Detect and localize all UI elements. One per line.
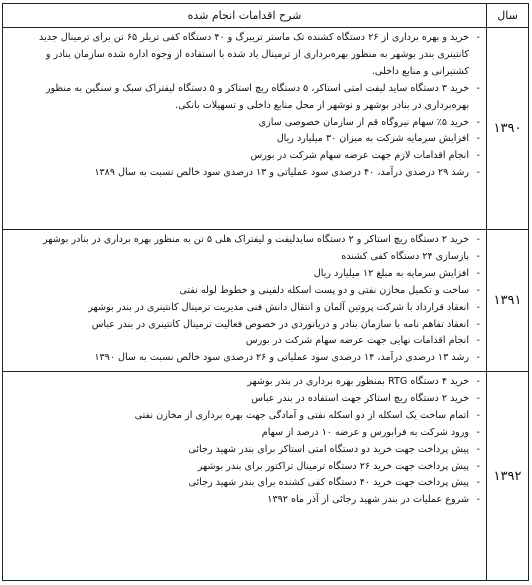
year-label: ۱۳۹۰ bbox=[493, 121, 522, 136]
row-1391-year bbox=[487, 230, 528, 372]
list-item: - خرید ۵٪ سهام نیروگاه قم از سازمان خصوصی سازی bbox=[7, 115, 480, 132]
header-description bbox=[3, 4, 487, 28]
year-label: ۱۳۹۱ bbox=[493, 293, 522, 308]
header-year-label: سال bbox=[497, 9, 518, 22]
list-item: - اتمام ساخت یک اسکله از دو اسکله نفتی و آمادگی جهت بهره برداری از مخازن نفتی bbox=[7, 408, 480, 425]
list-item: - انجام اقدامات لازم جهت عرضه سهام شرکت در بورس bbox=[7, 148, 480, 165]
row-1390-description bbox=[3, 28, 487, 230]
list-item: - انعقاد تفاهم نامه با سازمان بنادر و دریانوردی در خصوص فعالیت ترمینال کانتینری در بندر عباس bbox=[7, 317, 480, 334]
list-item: - بازسازی ۲۴ دستگاه کفی کشنده bbox=[7, 249, 480, 266]
list-item: - خرید ۲ دستگاه ریچ استاکر و ۲ دستگاه سایدلیفت و لیفتراک هلی ۵ تن به منظور بهره برداری در بنادر بوشهر bbox=[7, 232, 480, 249]
list-item: - انعقاد قرارداد با شرکت پروتین آلمان و انتقال دانش فنی مدیریت ترمینال کانتینری در بندر بوشهر bbox=[7, 300, 480, 317]
list-item: - رشد ۱۳ درصدی درآمد، ۱۴ درصدی سود عملیاتی و ۲۶ درصدی سود خالص نسبت به سال ۱۳۹۰ bbox=[7, 350, 480, 367]
list-item: - پیش پرداخت جهت خرید ۲۶ دستگاه ترمینال تراکتور برای بندر بوشهر bbox=[7, 459, 480, 476]
header-description-label: شرح اقدامات انجام شده bbox=[187, 9, 302, 22]
row-1392-year bbox=[487, 372, 528, 580]
list-item: - شروع عملیات در بندر شهید رجائی از آذر ماه ۱۳۹۲ bbox=[7, 492, 480, 509]
row-1392-description bbox=[3, 372, 487, 580]
year-label: ۱۳۹۲ bbox=[493, 468, 522, 484]
list-item: - پیش پرداخت جهت خرید ۴۰ دستگاه کفی کشنده برای بندر شهید رجائی bbox=[7, 475, 480, 492]
list-item: - خرید ۴ دستگاه RTG بمنظور بهره برداری در بندر بوشهر bbox=[7, 374, 480, 391]
list-item: - خرید ۳ دستگاه ساید لیفت امتی استاکر، ۵ دستگاه ریچ استاکر و ۵ دستگاه لیفتراک سبک و سنگین به منظور بهره‌برداری در بنادر بوشهر و نوشهر از محل منابع داخلی و تسهیلات بانکی. bbox=[7, 81, 480, 115]
list-item: - خرید و بهره برداری از ۲۶ دستگاه کشنده تک ماستر تریبرگ و ۴۰ دستگاه کفی تریلر ۶۵ تن برای ترمینال جدید کانتینری بندر بوشهر به منظور بهره‌برداری از ترمینال یاد شده با استفاده از وجوه اداره شده سازمان بنادر و کشتیرانی و منابع داخلی. bbox=[7, 30, 480, 81]
list-item: - رشد ۲۹ درصدی درآمد، ۴۰ درصدی سود عملیاتی و ۱۳ درصدی سود خالص نسبت به سال ۱۳۸۹ bbox=[7, 165, 480, 182]
row-1391-description bbox=[3, 230, 487, 372]
list-item: - خرید ۲ دستگاه ریچ استاکر جهت استفاده در بندر عباس bbox=[7, 391, 480, 408]
list-item: - پیش پرداخت جهت خرید دو دستگاه امتی استاکر برای بندر شهید رجائی bbox=[7, 442, 480, 459]
actions-table bbox=[2, 3, 529, 581]
list-item: - ورود شرکت به فرابورس و عرضه ۱۰ درصد از سهام bbox=[7, 425, 480, 442]
header-year bbox=[487, 4, 528, 28]
list-item: - انجام اقدامات نهایی جهت عرضه سهام شرکت در بورس bbox=[7, 333, 480, 350]
list-item: - افزایش سرمایه به مبلغ ۱۲ میلیارد ریال bbox=[7, 266, 480, 283]
list-item: - ساخت و تکمیل مخازن نفتی و دو پست اسکله دلفینی و خطوط لوله نفتی bbox=[7, 283, 480, 300]
list-item: - افزایش سرمایه شرکت به میزان ۳۰ میلیارد ریال bbox=[7, 131, 480, 148]
row-1390-year bbox=[487, 28, 528, 230]
